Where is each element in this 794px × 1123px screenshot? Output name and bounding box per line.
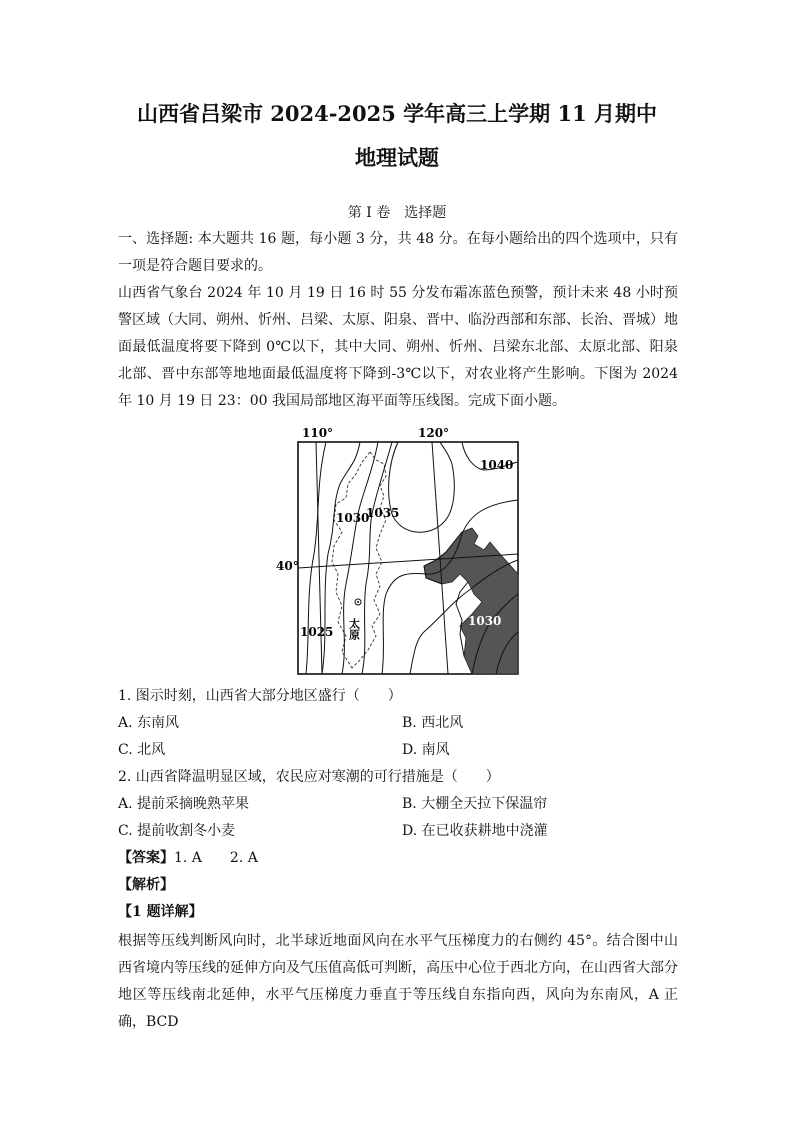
isobar-label-1030-west: 1030 [336,511,370,525]
isobar-map [276,424,522,678]
question-2-option-c[interactable]: C. 提前收割冬小麦 [118,823,236,839]
lat-label-40: 40° [276,559,299,573]
instructions-paragraph: 一、选择题: 本大题共 16 题，每小题 3 分，共 48 分。在每小题给出的四个选项中，只有一项是符合题目要求的。 [118,231,678,274]
exam-title: 山西省吕梁市 2024-2025 学年高三上学期 11 月期中 [136,101,658,126]
question-2-option-b[interactable]: B. 大棚全天拉下保温帘 [402,796,548,812]
question-1-option-c[interactable]: C. 北风 [118,742,166,758]
section-title: 第 I 卷 选择题 [347,205,447,221]
question-2-stem: 2. 山西省降温明显区域，农民应对寒潮的可行措施是（ ） [118,769,500,785]
analysis-paragraph: 根据等压线判断风向时，北半球近地面风向在水平气压梯度力的右侧约 45°。结合图中山西省境内等压线的延伸方向及气压值高低可判断，高压中心位于西北方向，在山西省大部分地区等压线南北延伸，水平气压梯度力垂直于等压线自东指向西，风向为东南风，A 正确，BCD [118,933,678,1030]
taiyuan-marker-dot [357,601,359,603]
question-2-option-d[interactable]: D. 在已收获耕地中浇灌 [402,823,548,839]
detail-label: 【1 题详解】 [118,904,203,920]
isobar-label-1040: 1040 [480,458,514,472]
answer-line [118,848,258,868]
exam-subject-title: 地理试题 [355,145,439,170]
lon-label-110: 110° [302,426,334,440]
isobar-label-1030-east: 1030 [468,614,502,628]
answer-text: 1. A 2. A [174,850,258,866]
context-paragraph: 山西省气象台 2024 年 10 月 19 日 16 时 55 分发布霜冻蓝色预警，预计未来 48 小时预警区域（大同、朔州、忻州、吕梁、太原、阳泉、晋中、临汾西部和东部、长治、晋城）地面最低温度将要下降到 0℃以下，其中大同、朔州、忻州、吕梁东北部、太原北部、阳泉北部、晋中东部等地地面最低温度将下降到-3℃以下，对农业将产生影响。下图为 2024 年 10 月 19 日 23：00 我国局部地区海平面等压线图。完成下面小题。 [118,285,678,409]
answer-label: 【答案】 [118,850,174,866]
isobar-label-1035: 1035 [366,506,400,520]
analysis-label: 【解析】 [118,877,174,893]
question-1-option-b[interactable]: B. 西北风 [402,715,464,731]
lon-label-120: 120° [418,426,450,440]
isobar-label-1025: 1025 [300,625,334,639]
question-1-stem: 1. 图示时刻，山西省大部分地区盛行（ ） [118,688,402,704]
city-label-taiyuan: 太原 [347,618,361,640]
question-2-option-a[interactable]: A. 提前采摘晚熟苹果 [118,796,250,812]
question-1-option-d[interactable]: D. 南风 [402,742,450,758]
question-1-option-a[interactable]: A. 东南风 [118,715,180,731]
